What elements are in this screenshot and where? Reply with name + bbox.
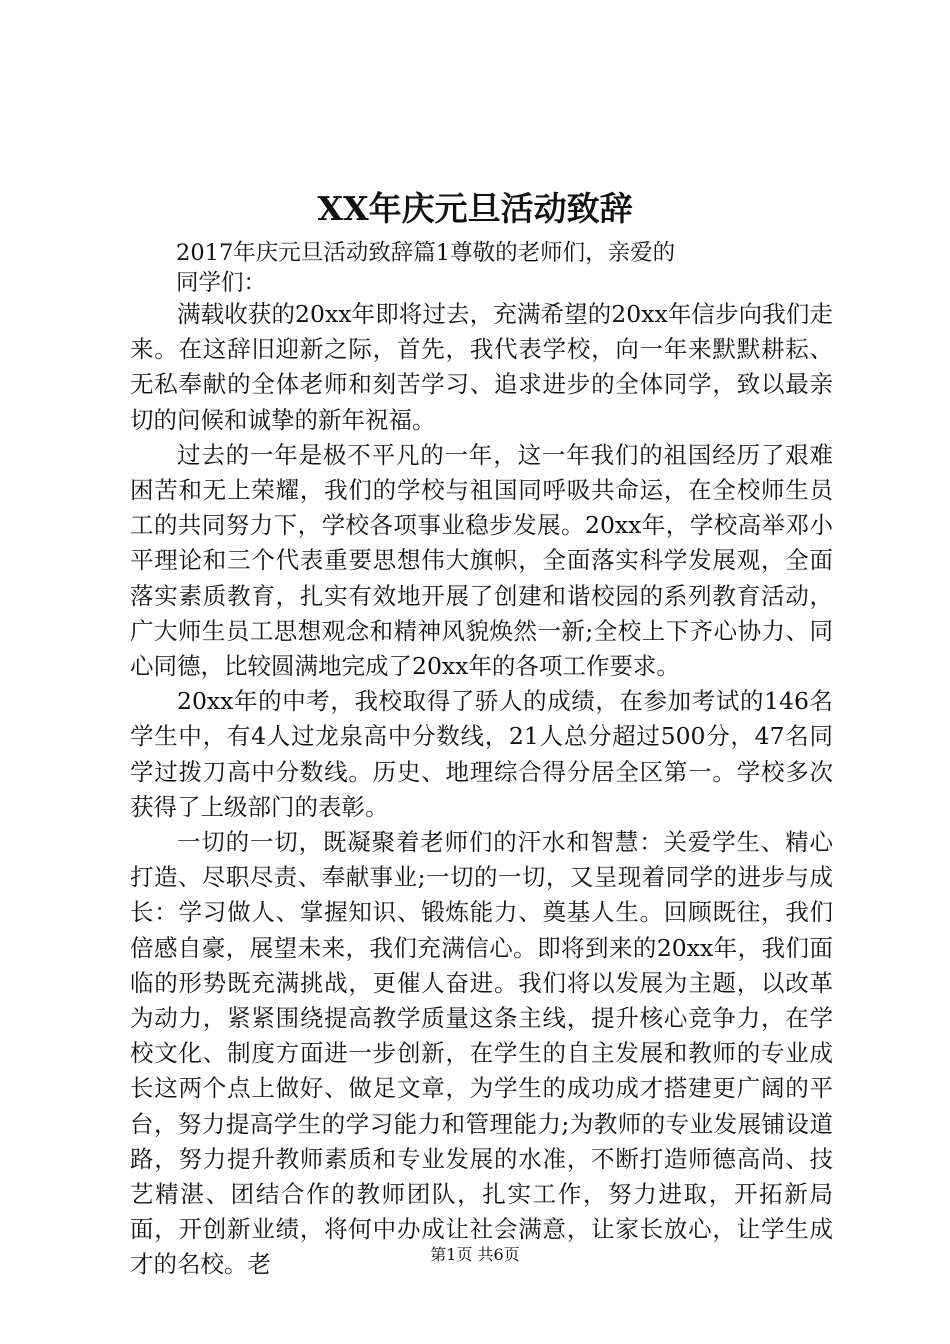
body-paragraph-1: 满载收获的20xx年即将过去，充满希望的20xx年信步向我们走来。在这辞旧迎新之际，首先，我代表学校，向一年来默默耕耘、无私奉献的全体老师和刻苦学习、追求进步的全体同学，致以最亲切的问候和诚挚的新年祝福。 [130,300,833,434]
document-title: XX年庆元旦活动致辞 [317,189,633,228]
body-paragraph-2: 过去的一年是极不平凡的一年，这一年我们的祖国经历了艰难困苦和无上荣耀，我们的学校与祖国同呼吸共命运，在全校师生员工的共同努力下，学校各项事业稳步发展。20xx年，学校高举邓小平理论和三个代表重要思想伟大旗帜，全面落实科学发展观，全面落实素质教育，扎实有效地开展了创建和谐校园的系列教育活动，广大师生员工思想观念和精神风貌焕然一新;全校上下齐心协力、同心同德，比较圆满地完成了20xx年的各项工作要求。 [130,440,833,681]
subheading-line-2: 同学们： [176,270,267,296]
body-paragraph-4: 一切的一切，既凝聚着老师们的汗水和智慧：关爱学生、精心打造、尽职尽责、奉献事业;一切的一切，又呈现着同学的进步与成长：学习做人、掌握知识、锻炼能力、奠基人生。回顾既往，我们倍感自豪，展望未来，我们充满信心。即将到来的20xx年，我们面临的形势既充满挑战，更催人奋进。我们将以发展为主题，以改革为动力，紧紧围绕提高教学质量这条主线，提升核心竞争力，在学校文化、制度方面进一步创新，在学生的自主发展和教师的专业成长这两个点上做好、做足文章，为学生的成功成才搭建更广阔的平台，努力提高学生的学习能力和管理能力;为教师的专业发展铺设道路，努力提升教师素质和专业发展的水准，不断打造师德高尚、技艺精湛、团结合作的教师团队，扎实工作，努力进取，开拓新局面，开创新业绩，将何中办成让社会满意，让家长放心，让学生成才的名校。老 [130,828,833,1279]
body-paragraph-3: 20xx年的中考，我校取得了骄人的成绩，在参加考试的146名学生中，有4人过龙泉高中分数线，21人总分超过500分，47名同学过拨刀高中分数线。历史、地理综合得分居全区第一。学校多次获得了上级部门的表彰。 [130,687,833,821]
page-footer: 第1页 共6页 [430,1245,520,1264]
document-body [130,297,833,1283]
document-subheading [176,238,816,298]
subheading-line-1: 2017年庆元旦活动致辞篇1尊敬的老师们，亲爱的 [176,240,676,266]
